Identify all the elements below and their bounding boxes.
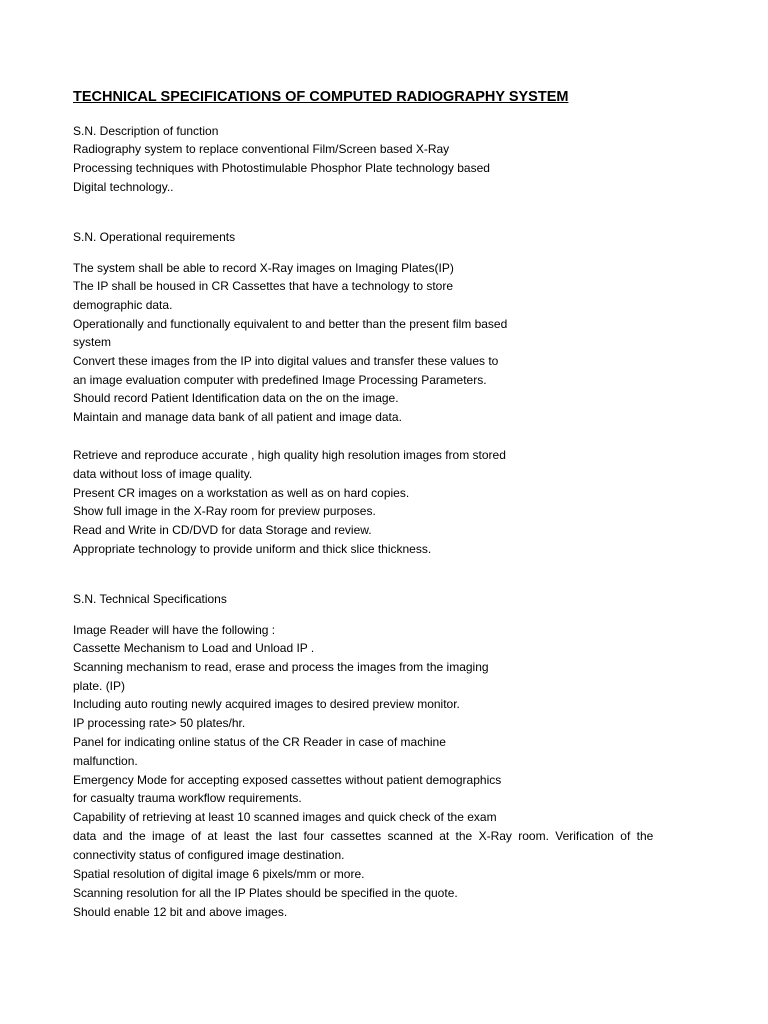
text-line: Cassette Mechanism to Load and Unload IP .: [73, 641, 315, 655]
text-line: Emergency Mode for accepting exposed cassettes without patient demographics: [73, 773, 502, 787]
text-line: Read and Write in CD/DVD for data Storage and review.: [73, 523, 372, 537]
text-line: malfunction.: [73, 754, 138, 768]
text-line: Panel for indicating online status of the CR Reader in case of machine: [73, 735, 446, 749]
text-line: demographic data.: [73, 298, 173, 312]
text-line: Capability of retrieving at least 10 scanned images and quick check of the exam: [73, 810, 497, 824]
text-line: The IP shall be housed in CR Cassettes that have a technology to store: [73, 279, 454, 293]
text-line: Should enable 12 bit and above images.: [73, 905, 288, 919]
text-line: Scanning resolution for all the IP Plates should be specified in the quote.: [73, 886, 458, 900]
text-line: Operationally and functionally equivalent to and better than the present film based: [73, 317, 508, 331]
text-line: IP processing rate> 50 plates/hr.: [73, 716, 246, 730]
text-line: Processing techniques with Photostimulable Phosphor Plate technology based: [73, 161, 490, 175]
text-line: Show full image in the X-Ray room for preview purposes.: [73, 504, 376, 518]
text-line: connectivity status of configured image destination.: [73, 848, 345, 862]
text-line: Retrieve and reproduce accurate , high quality high resolution images from stored: [73, 448, 506, 462]
text-line: Convert these images from the IP into digital values and transfer these values to: [73, 354, 499, 368]
text-line: plate. (IP): [73, 679, 126, 693]
text-line: for casualty trauma workflow requirements.: [73, 791, 302, 805]
document-title: TECHNICAL SPECIFICATIONS OF COMPUTED RADIOGRAPHY SYSTEM: [73, 89, 569, 105]
text-line: Including auto routing newly acquired images to desired preview monitor.: [73, 697, 460, 711]
text-line: an image evaluation computer with predefined Image Processing Parameters.: [73, 373, 487, 387]
text-line: Image Reader will have the following :: [73, 623, 276, 637]
text-line: Should record Patient Identification data on the on the image.: [73, 391, 399, 405]
text-line: Scanning mechanism to read, erase and process the images from the imaging: [73, 660, 489, 674]
text-line: Digital technology..: [73, 180, 174, 194]
text-line: Radiography system to replace conventional Film/Screen based X-Ray: [73, 142, 450, 156]
text-line: Maintain and manage data bank of all patient and image data.: [73, 410, 402, 424]
text-line: Spatial resolution of digital image 6 pixels/mm or more.: [73, 867, 365, 881]
text-line: Present CR images on a workstation as well as on hard copies.: [73, 486, 410, 500]
text-line: system: [73, 335, 112, 349]
text-line: data and the image of at least the last four cassettes scanned at the X-Ray room. Verification of the: [73, 829, 654, 843]
text-line: data without loss of image quality.: [73, 467, 253, 481]
section-heading-operational: S.N. Operational requirements: [73, 230, 236, 244]
text-line: Appropriate technology to provide uniform and thick slice thickness.: [73, 542, 432, 556]
section-heading-technical: S.N. Technical Specifications: [73, 592, 227, 606]
text-line: The system shall be able to record X-Ray images on Imaging Plates(IP): [73, 261, 454, 275]
section-heading-description: S.N. Description of function: [73, 124, 219, 138]
